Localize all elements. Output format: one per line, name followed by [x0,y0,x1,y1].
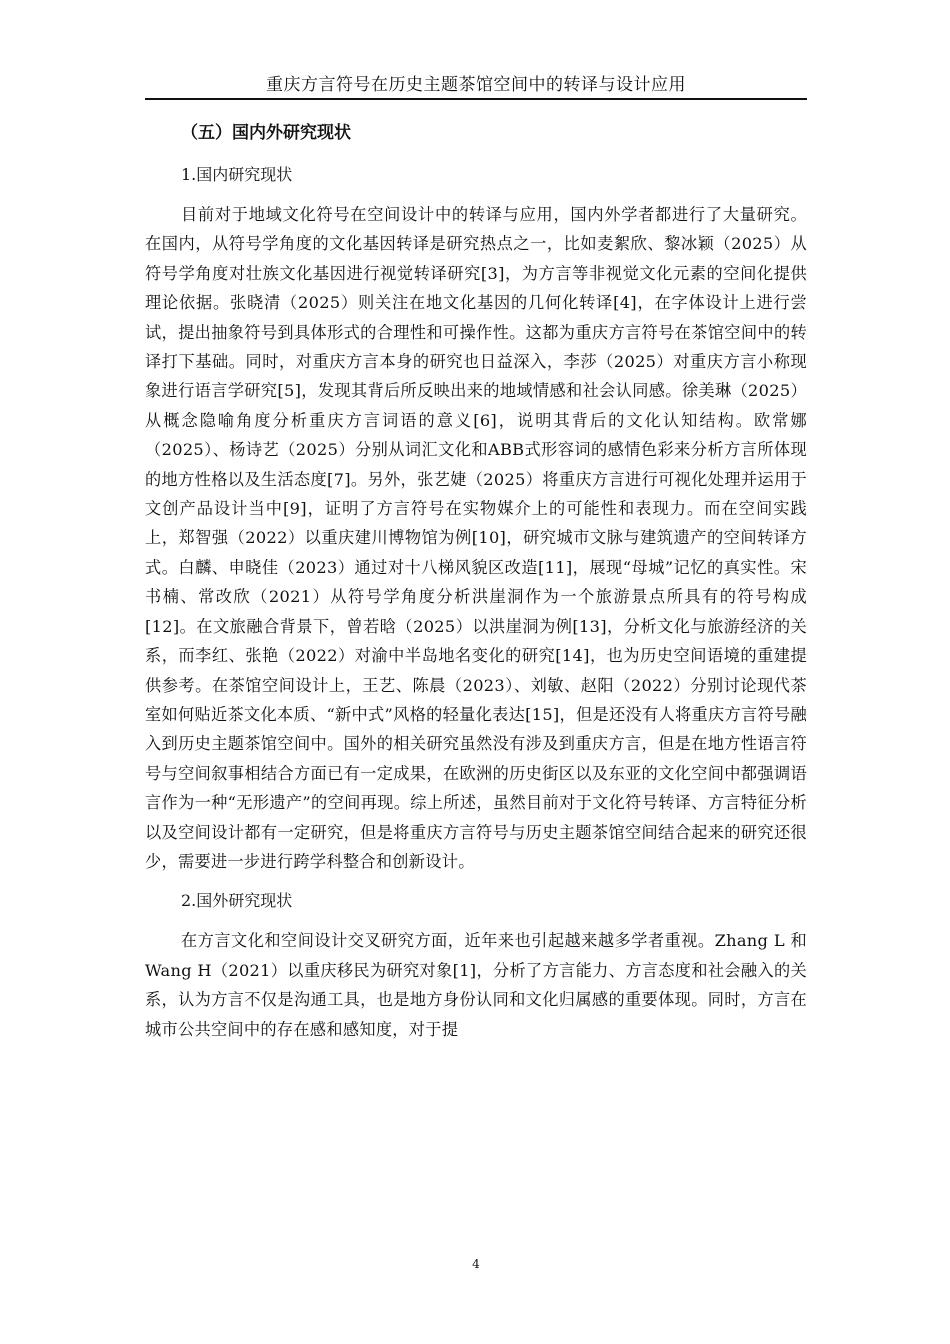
page-number: 4 [472,1257,480,1271]
foreign-research-paragraph: 在方言文化和空间设计交叉研究方面，近年来也引起越来越多学者重视。Zhang L 和 Wang H（2021）以重庆移民为研究对象[1]，分析了方言能力、方言态度和社会融入的关系，认为方言不仅是沟通工具，也是地方身份认同和文化归属感的重要体现。同时，方言在城市公共空间中的存在感和感知度，对于提 [145,931,807,1039]
running-header: 重庆方言符号在历史主题茶馆空间中的转译与设计应用 [266,75,686,95]
domestic-research-heading: 1.国内研究现状 [181,165,293,184]
header-divider [145,98,807,100]
domestic-research-paragraph: 目前对于地域文化符号在空间设计中的转译与应用，国内外学者都进行了大量研究。在国内，从符号学角度的文化基因转译是研究热点之一，比如麦絮欣、黎冰颖（2025）从符号学角度对壮族文化基因进行视觉转译研究[3]，为方言等非视觉文化元素的空间化提供理论依据。张晓清（2025）则关注在地文化基因的几何化转译[4]，在字体设计上进行尝试，提出抽象符号到具体形式的合理性和可操作性。这都为重庆方言符号在茶馆空间中的转译打下基础。同时，对重庆方言本身的研究也日益深入，李莎（2025）对重庆方言小称现象进行语言学研究[5]，发现其背后所反映出来的地域情感和社会认同感。徐美琳（2025）从概念隐喻角度分析重庆方言词语的意义[6]，说明其背后的文化认知结构。欧常娜（2025）、杨诗艺（2025）分别从词汇文化和ABB式形容词的感情色彩来分析方言所体现的地方性格以及生活态度[7]。另外，张艺婕（2025）将重庆方言进行可视化处理并运用于文创产品设计当中[9]，证明了方言符号在实物媒介上的可能性和表现力。而在空间实践上，郑智强（2022）以重庆建川博物馆为例[10]，研究城市文脉与建筑遗产的空间转译方式。白麟、申晓佳（2023）通过对十八梯风貌区改造[11]，展现“母城”记忆的真实性。宋书楠、常改欣（2021）从符号学角度分析洪崖洞作为一个旅游景点所具有的符号构成[12]。在文旅融合背景下，曾若晗（2025）以洪崖洞为例[13]，分析文化与旅游经济的关系，而李红、张艳（2022）对渝中半岛地名变化的研究[14]，也为历史空间语境的重建提供参考。在茶馆空间设计上，王艺、陈晨（2023）、刘敏、赵阳（2022）分别讨论现代茶室如何贴近茶文化本质、“新中式”风格的轻量化表达[15]，但是还没有人将重庆方言符号融入到历史主题茶馆空间中。国外的相关研究虽然没有涉及到重庆方言，但是在地方性语言符号与空间叙事相结合方面已有一定成果，在欧洲的历史街区以及东亚的文化空间中都强调语言作为一种“无形遗产”的空间再现。综上所述，虽然目前对于文化符号转译、方言特征分析以及空间设计都有一定研究，但是将重庆方言符号与历史主题茶馆空间结合起来的研究还很少，需要进一步进行跨学科整合和创新设计。 [145,205,807,871]
section-heading: （五）国内外研究现状 [181,123,351,143]
page-body [145,118,807,1044]
foreign-research-heading: 2.国外研究现状 [181,891,293,911]
